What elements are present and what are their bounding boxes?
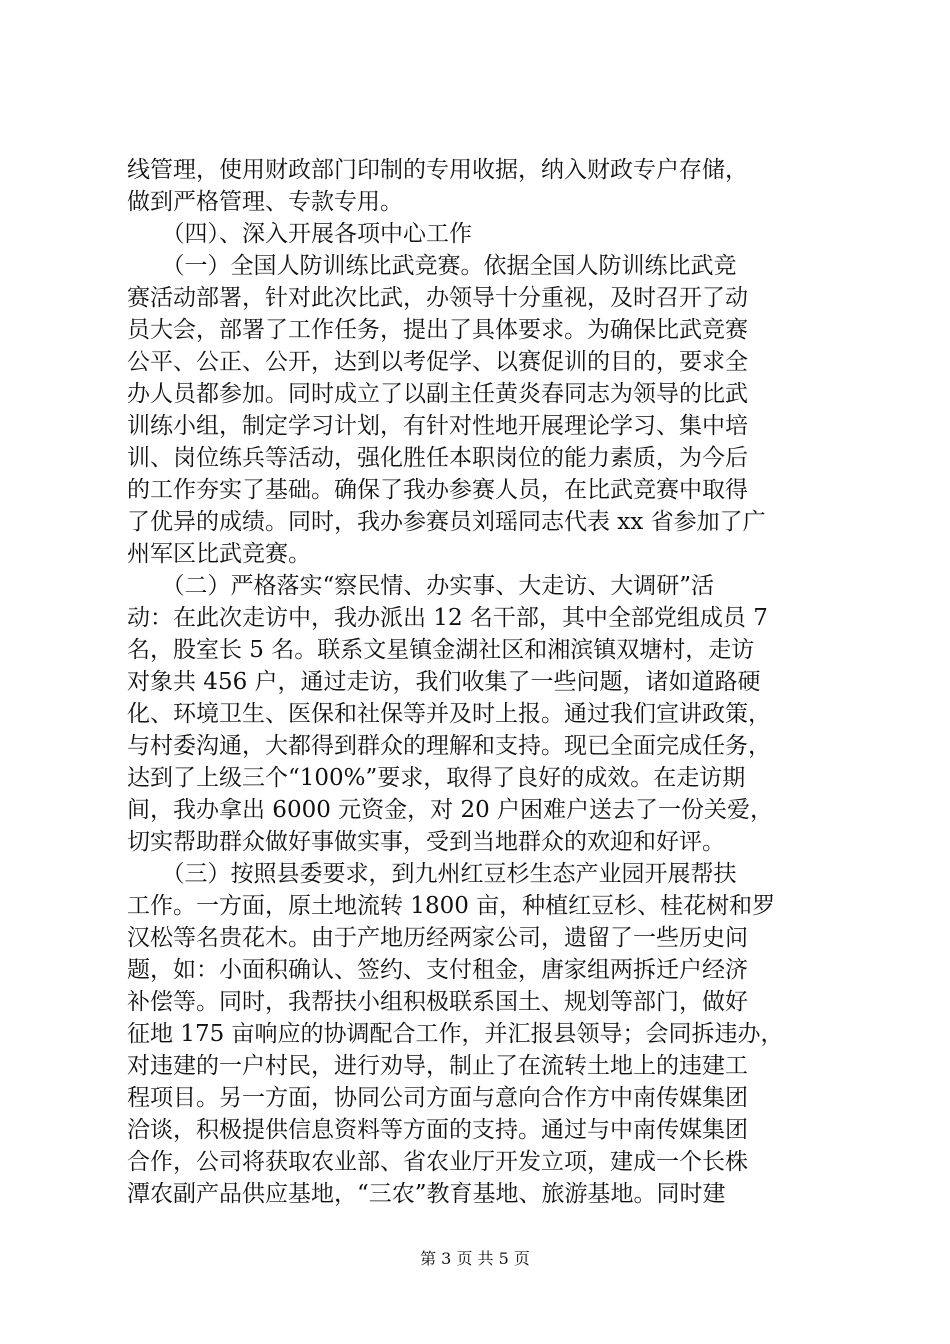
text-line: 潭农副产品供应基地，“三农”教育基地、旅游基地。同时建 xyxy=(127,1181,726,1207)
text-line: 动：在此次走访中，我办派出 12 名干部，其中全部党组成员 7 xyxy=(127,605,768,631)
text-line: 与村委沟通，大都得到群众的理解和支持。现已全面完成任务， xyxy=(127,733,771,759)
text-line: 工作。一方面，原土地流转 1800 亩，种植红豆杉、桂花树和罗 xyxy=(127,893,776,919)
text-line: 赛活动部署，针对此次比武，办领导十分重视，及时召开了动 xyxy=(127,285,748,311)
text-line: 的工作夯实了基础。确保了我办参赛人员，在比武竞赛中取得 xyxy=(127,477,748,503)
text-line: 达到了上级三个“100%”要求，取得了良好的成效。在走访期 xyxy=(127,765,746,791)
text-line: 做到严格管理、专款专用。 xyxy=(127,189,403,215)
text-line: 间，我办拿出 6000 元资金，对 20 户困难户送去了一份关爱， xyxy=(127,797,774,823)
text-line: 对违建的一户村民，进行劝导，制止了在流转土地上的违建工 xyxy=(127,1053,748,1079)
text-line: （三）按照县委要求，到九州红豆杉生态产业园开展帮扶 xyxy=(127,861,737,887)
text-line: 线管理，使用财政部门印制的专用收据，纳入财政专户存储， xyxy=(127,157,748,183)
page-footer xyxy=(0,1246,950,1269)
text-line: 洽谈，积极提供信息资料等方面的支持。通过与中南传媒集团 xyxy=(127,1117,748,1143)
text-line: 名，股室长 5 名。联系文星镇金湖社区和湘滨镇双塘村，走访 xyxy=(127,637,755,663)
text-line: 了优异的成绩。同时，我办参赛员刘瑶同志代表 xx 省参加了广 xyxy=(127,509,766,535)
text-line: 切实帮助群众做好事做实事，受到当地群众的欢迎和好评。 xyxy=(127,829,725,855)
text-line: 化、环境卫生、医保和社保等并及时上报。通过我们宣讲政策， xyxy=(127,701,771,727)
text-line: 程项目。另一方面，协同公司方面与意向合作方中南传媒集团 xyxy=(127,1085,748,1111)
section-heading: （四）、深入开展各项中心工作 xyxy=(127,221,472,247)
text-line: 州军区比武竞赛。 xyxy=(127,541,311,567)
page-number: 第 3 页 共 5 页 xyxy=(420,1249,530,1268)
text-line: （一）全国人防训练比武竞赛。依据全国人防训练比武竞 xyxy=(127,253,737,279)
text-line: 合作，公司将获取农业部、省农业厅开发立项，建成一个长株 xyxy=(127,1149,748,1175)
text-line: 汉松等名贵花木。由于产地历经两家公司，遗留了一些历史问 xyxy=(127,925,748,951)
text-line: 题，如：小面积确认、签约、支付租金，唐家组两拆迁户经济 xyxy=(127,957,748,983)
text-line: 训练小组，制定学习计划，有针对性地开展理论学习、集中培 xyxy=(127,413,748,439)
text-line: 员大会，部署了工作任务，提出了具体要求。为确保比武竞赛 xyxy=(127,317,748,343)
text-line: （二）严格落实“察民情、办实事、大走访、大调研”活 xyxy=(127,573,715,599)
text-line: 办人员都参加。同时成立了以副主任黄炎春同志为领导的比武 xyxy=(127,381,748,407)
text-line: 训、岗位练兵等活动，强化胜任本职岗位的能力素质，为今后 xyxy=(127,445,748,471)
text-line: 公平、公正、公开，达到以考促学、以赛促训的目的，要求全 xyxy=(127,349,748,375)
document-body xyxy=(127,154,827,1210)
text-line: 征地 175 亩响应的协调配合工作，并汇报县领导；会同拆违办， xyxy=(127,1021,784,1047)
text-line: 补偿等。同时，我帮扶小组积极联系国土、规划等部门，做好 xyxy=(127,989,748,1015)
text-line: 对象共 456 户，通过走访，我们收集了一些问题，诸如道路硬 xyxy=(127,669,761,695)
